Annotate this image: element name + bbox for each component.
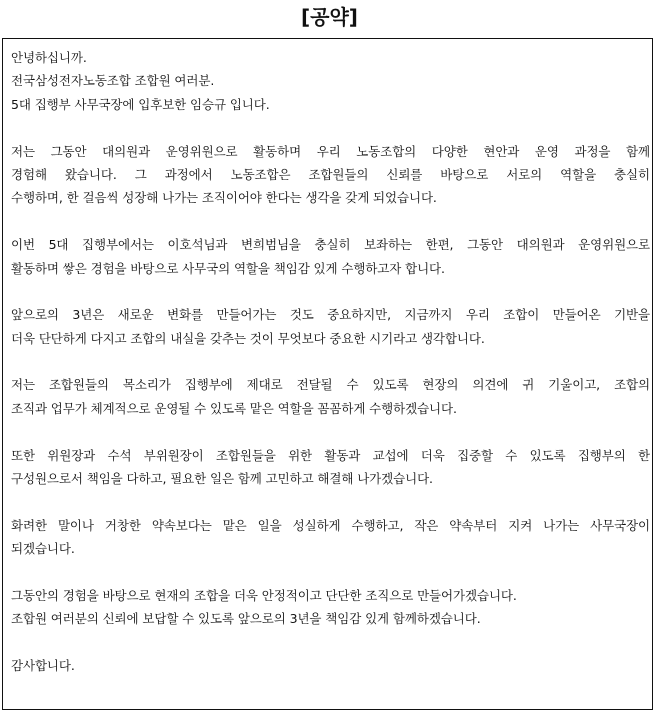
paragraph-gap (11, 280, 650, 303)
text-line: 5대 집행부 사무국장에 입후보한 임승규 입니다. (11, 96, 270, 112)
text-line: 경험해 왔습니다. 그 과정에서 노동조합은 조합원들의 신뢰를 바탕으로 서로의 역할을 충실히 (11, 166, 650, 182)
text-line: 되겠습니다. (11, 541, 75, 557)
text-line: 화려한 말이나 거창한 약속보다는 맡은 일을 성실하게 수행하고, 작은 약속부터 지켜 나가는 사무국장이 (11, 517, 650, 533)
document-title: [공약] (301, 5, 358, 29)
text-line: 그동안의 경험을 바탕으로 현재의 조합을 더욱 안정적이고 단단한 조직으로 만들어가겠습니다. (11, 587, 517, 603)
paragraph-gap (11, 420, 650, 443)
text-line: 수행하며, 한 걸음씩 성장해 나가는 조직이어야 한다는 생각을 갖게 되었습니다. (11, 190, 437, 206)
paragraph-gap (11, 631, 650, 654)
text-line: 구성원으로서 책임을 다하고, 필요한 일은 함께 고민하고 해결해 나가겠습니다. (11, 471, 433, 487)
paragraph-gap (11, 490, 650, 513)
text-line: 안녕하십니까. (11, 50, 87, 65)
text-line: 앞으로의 3년은 새로운 변화를 만들어가는 것도 중요하지만, 지금까지 우리 조합이 만들어온 기반을 (11, 307, 650, 323)
text-line: 감사합니다. (11, 658, 75, 674)
text-line: 전국삼성전자노동조합 조합원 여러분. (11, 73, 215, 89)
text-line: 또한 위원장과 수석 부위원장이 조합원들을 위한 활동과 교섭에 더욱 집중할 수 있도록 집행부의 한 (11, 447, 650, 463)
paragraph-gap (11, 350, 650, 373)
text-line: 활동하며 쌓은 경험을 바탕으로 사무국의 역할을 책임감 있게 수행하고자 합니다. (11, 260, 445, 276)
pledge-body (11, 46, 650, 678)
text-line: 조합원 여러분의 신뢰에 보답할 수 있도록 앞으로의 3년을 책임감 있게 함께하겠습니다. (11, 611, 481, 627)
text-line: 저는 그동안 대의원과 운영위원으로 활동하며 우리 노동조합의 다양한 현안과 운영 과정을 함께 (11, 143, 650, 159)
paragraph-gap (11, 561, 650, 584)
text-line: 저는 조합원들의 목소리가 집행부에 제대로 전달될 수 있도록 현장의 의견에 귀 기울이고, 조합의 (11, 377, 650, 393)
paragraph-gap (11, 210, 650, 233)
text-line: 조직과 업무가 체계적으로 운영될 수 있도록 맡은 역할을 꼼꼼하게 수행하겠습니다. (11, 400, 457, 416)
text-line: 더욱 단단하게 다지고 조합의 내실을 갖추는 것이 무엇보다 중요한 시기라고 생각합니다. (11, 330, 485, 346)
paragraph-gap (11, 116, 650, 139)
text-line: 이번 5대 집행부에서는 이호석님과 변희범님을 충실히 보좌하는 한편, 그동안 대의원과 운영위원으로 (11, 237, 650, 253)
